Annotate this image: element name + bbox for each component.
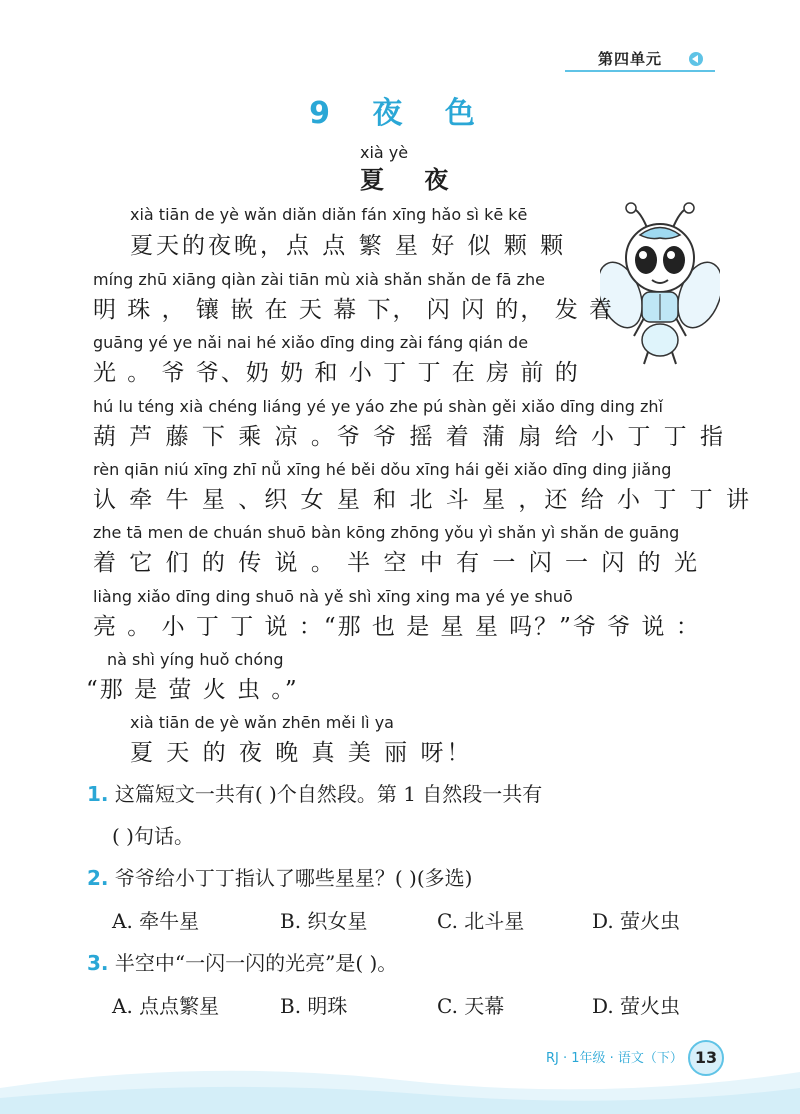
firefly-illustration: [600, 200, 720, 370]
book-info: RJ · 1年级 · 语文（下）: [546, 1051, 683, 1066]
pinyin-line-3: guāng yé ye nǎi nai hé xiǎo dīng ding zài fáng qián de: [93, 333, 529, 352]
question-1-continuation: ( )句话。: [112, 824, 194, 848]
footer-wave: [0, 1058, 800, 1114]
pinyin-line-4: hú lu téng xià chéng liáng yé ye yáo zhe pú shàn gěi xiǎo dīng ding zhǐ: [93, 397, 663, 416]
text-line-5: 认 牵 牛 星 、织 女 星 和 北 斗 星 ，还 给 小 丁 丁 讲: [93, 487, 752, 513]
question-number: 2.: [87, 866, 109, 890]
option-d[interactable]: D. 萤火虫: [592, 994, 681, 1018]
question-1: [87, 778, 542, 807]
option-a[interactable]: A. 点点繁星: [112, 994, 220, 1018]
question-text: 半空中“一闪一闪的光亮”是( )。: [114, 951, 398, 975]
question-2: [87, 862, 472, 891]
page-number: 13: [688, 1040, 724, 1076]
question-number: 1.: [87, 782, 109, 806]
option-a[interactable]: A. 牵牛星: [112, 909, 200, 933]
pinyin-line-9: xià tiān de yè wǎn zhēn měi lì ya: [130, 713, 394, 732]
unit-arrow-icon: [689, 52, 703, 66]
unit-label: 第四单元: [598, 50, 663, 68]
header-divider: [565, 70, 715, 72]
text-line-3: 光 。 爷 爷、奶 奶 和 小 丁 丁 在 房 前 的: [93, 360, 580, 386]
text-line-4: 葫 芦 藤 下 乘 凉 。爷 爷 摇 着 蒲 扇 给 小 丁 丁 指: [93, 424, 726, 450]
text-line-8: “那 是 萤 火 虫 。”: [86, 677, 299, 703]
text-line-9: 夏 天 的 夜 晚 真 美 丽 呀！: [130, 740, 473, 766]
lesson-title: 9 夜 色: [309, 96, 491, 131]
poem-title: 夏 夜: [360, 165, 465, 194]
option-b[interactable]: B. 织女星: [280, 909, 368, 933]
pinyin-line-1: xià tiān de yè wǎn diǎn diǎn fán xīng hǎo sì kē kē: [130, 205, 528, 224]
option-d[interactable]: D. 萤火虫: [592, 909, 681, 933]
pinyin-line-6: zhe tā men de chuán shuō bàn kōng zhōng yǒu yì shǎn yì shǎn de guāng: [93, 523, 680, 542]
poem-title-pinyin: xià yè: [360, 143, 409, 162]
question-3: [87, 947, 397, 976]
pinyin-line-8: nà shì yíng huǒ chóng: [107, 650, 284, 669]
text-line-7: 亮 。 小 丁 丁 说 ：“那 也 是 星 星 吗？”爷 爷 说 ：: [93, 614, 701, 640]
question-number: 3.: [87, 951, 109, 975]
pinyin-line-7: liàng xiǎo dīng ding shuō nà yě shì xīng xing ma yé ye shuō: [93, 587, 573, 606]
text-line-6: 着 它 们 的 传 说 。 半 空 中 有 一 闪 一 闪 的 光: [93, 550, 700, 576]
text-line-1: 夏天的夜晚，点 点 繁 星 好 似 颗 颗: [130, 233, 567, 259]
option-b[interactable]: B. 明珠: [280, 994, 348, 1018]
question-text: 这篇短文一共有( )个自然段。第 1 自然段一共有: [114, 782, 543, 806]
text-line-2: 明 珠 ， 镶 嵌 在 天 幕 下， 闪 闪 的， 发 着: [93, 297, 615, 323]
option-c[interactable]: C. 北斗星: [437, 909, 525, 933]
pinyin-line-2: míng zhū xiāng qiàn zài tiān mù xià shǎn shǎn de fā zhe: [93, 270, 546, 289]
pinyin-line-5: rèn qiān niú xīng zhī nǚ xīng hé běi dǒu xīng hái gěi xiǎo dīng ding jiǎng: [93, 460, 672, 479]
question-text: 爷爷给小丁丁指认了哪些星星？( )(多选): [114, 866, 473, 890]
option-c[interactable]: C. 天幕: [437, 994, 505, 1018]
